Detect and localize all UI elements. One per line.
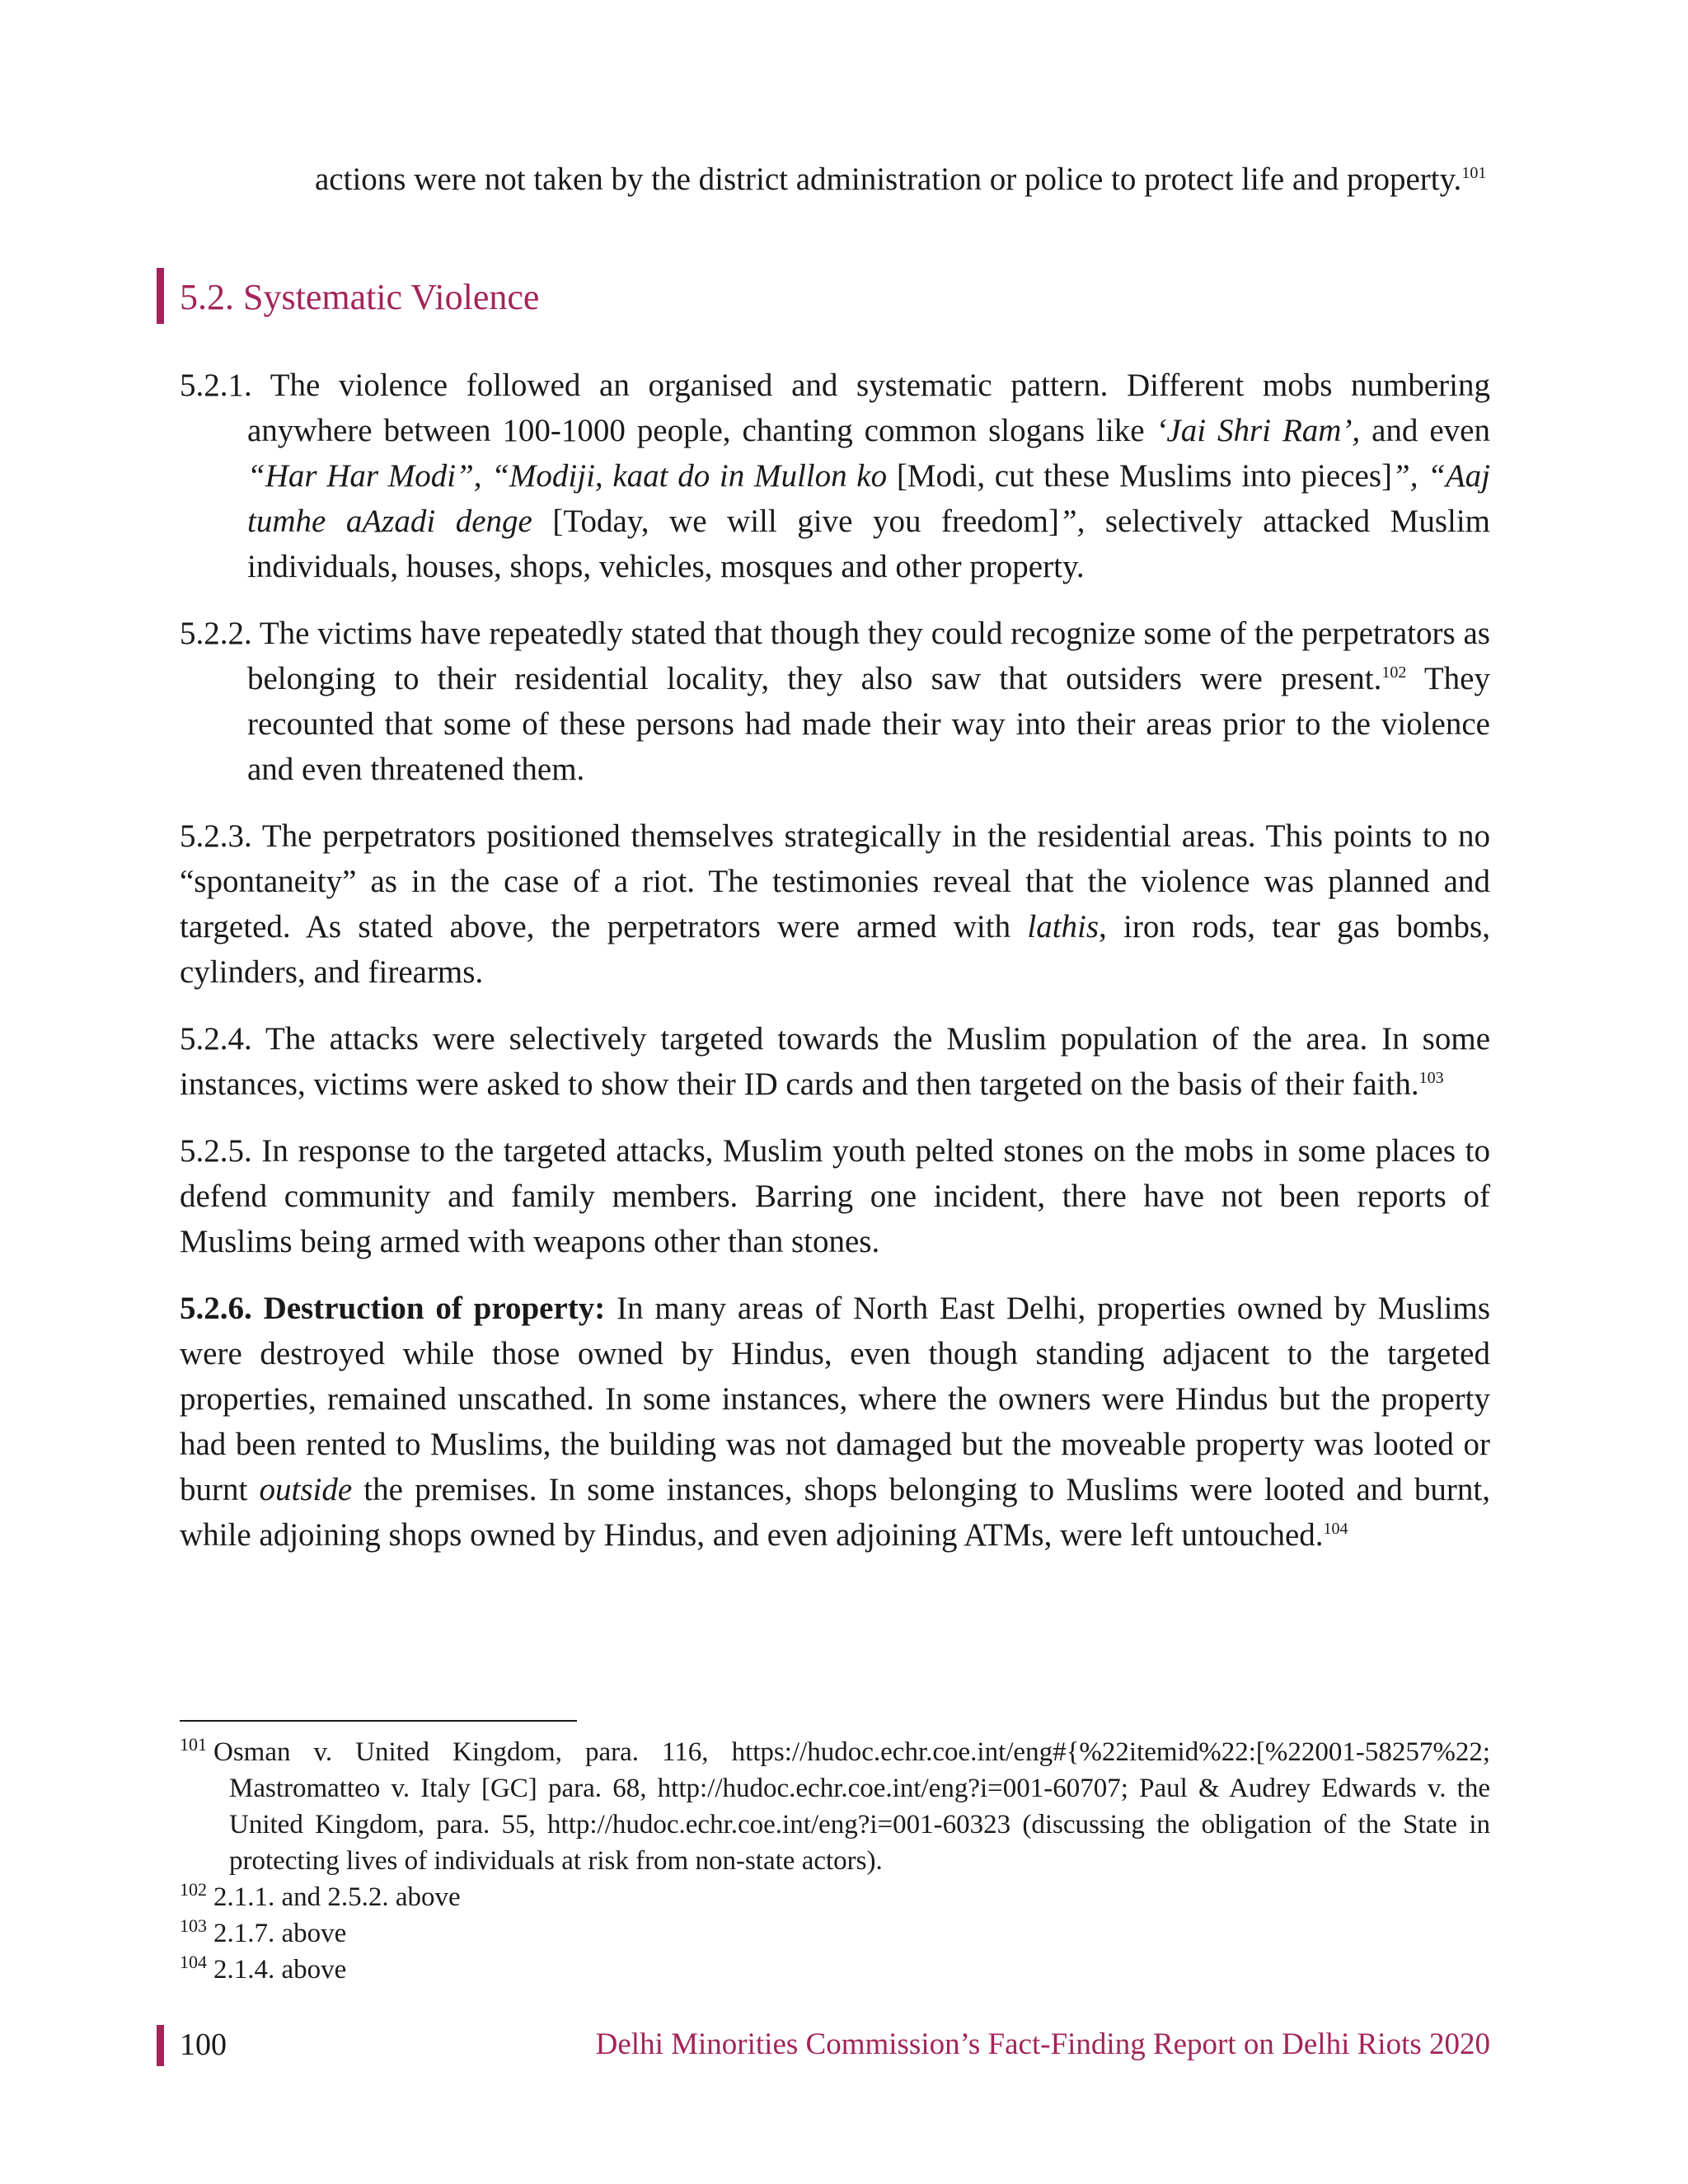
- footnote-text: 2.1.7. above: [213, 1919, 347, 1948]
- paragraph-5-2-5: [180, 1128, 1490, 1264]
- paragraph-text: In many areas of North East Delhi, properties owned by Muslims were destroyed while those owned by Hindus, even though standing adjacent to the targeted properties, remained unscathed. In some instances, where the owners were Hindus but the property had been rented to Muslims, the building was not damaged but the moveable property was looted or burnt: [180, 1291, 1490, 1507]
- footnote-ref-104[interactable]: 104: [1323, 1520, 1348, 1538]
- section-body: [180, 363, 1490, 1579]
- footnote-103: [180, 1915, 1490, 1952]
- slogan-text: ”,: [1058, 504, 1085, 539]
- footnote-text: 2.1.4. above: [213, 1955, 347, 1985]
- footnote-ref-101[interactable]: 101: [1461, 164, 1487, 182]
- paragraph-text: The victims have repeatedly stated that though they could recognize some of the perpetrators as belonging to their residential locality, they also saw that outsiders were present.: [247, 616, 1490, 696]
- paragraph-text: 5.2.5. In response to the targeted attacks, Muslim youth pelted stones on the mobs in some places to defend community and family members. Barring one incident, there have not been reports of Muslims being armed with weapons other than stones.: [180, 1133, 1490, 1259]
- paragraph-text: selectively attacked Muslim individuals, houses, shops, vehicles, mosques and other property.: [247, 504, 1491, 584]
- paragraph-text: , iron rods, tear gas bombs, cylinders, and firearms.: [180, 909, 1490, 990]
- intro-paragraph: [180, 157, 1558, 223]
- paragraph-text: 5.2.4. The attacks were selectively targeted towards the Muslim population of the area. In some instances, victims were asked to show their ID cards and then targeted on the basis of their faith.: [180, 1021, 1490, 1102]
- emphasis-text: outside: [259, 1472, 353, 1507]
- paragraph-text: They recounted that some of these persons had made their way into their areas prior to the violence and even threatened them.: [247, 661, 1490, 787]
- paragraph-text: the premises. In some instances, shops belonging to Muslims were looted and burnt, while adjoining shops owned by Hindus, and even adjoining ATMs, were left untouched.: [180, 1472, 1491, 1553]
- emphasis-text: lathis: [1027, 909, 1100, 944]
- paragraph-text: [Modi, cut these Muslims into pieces]: [887, 458, 1392, 494]
- paragraph-5-2-3: [180, 813, 1490, 995]
- section-title: 5.2. Systematic Violence: [180, 277, 540, 317]
- page-number: 100: [180, 2027, 227, 2062]
- footnote-number: 104: [180, 1952, 207, 1972]
- footnote-text: Osman v. United Kingdom, para. 116, https://hudoc.echr.coe.int/eng#{%22itemid%22:[%22001-58257%22; Mastromatteo v. Italy [GC] para. 68, http://hudoc.echr.coe.int/eng?i=001-60707; Paul & Audrey Edwards v. the United Kingdom, para. 55, http://hudoc.echr.coe.int/eng?i=001-60323 (discussing the obligation of the State in protecting lives of individuals at risk from non-state actors).: [213, 1737, 1490, 1876]
- footnote-101: [180, 1734, 1490, 1879]
- paragraph-5-2-6: [180, 1286, 1490, 1558]
- paragraph-text: [Today, we will give you freedom]: [532, 504, 1059, 539]
- slogan-text: ”, “Aaj tumhe aAzadi denge: [247, 458, 1490, 539]
- footnote-number: 101: [180, 1734, 207, 1755]
- footnote-ref-103[interactable]: 103: [1418, 1069, 1444, 1087]
- slogan-text: “Har Har Modi”, “Modiji, kaat do in Mullon ko: [247, 458, 888, 494]
- paragraph-5-2-4: [180, 1016, 1490, 1107]
- footnote-number: 103: [180, 1915, 207, 1936]
- paragraph-text: and even: [1360, 413, 1490, 448]
- running-title: Delhi Minorities Commission’s Fact-Finding Report on Delhi Riots 2020: [595, 2027, 1490, 2061]
- paragraph-number: 5.2.1.: [180, 368, 252, 403]
- paragraph-5-2-2: [180, 611, 1490, 792]
- paragraph-text: 5.2.3. The perpetrators positioned themselves strategically in the residential areas. This points to no “spontaneity” as in the case of a riot. The testimonies reveal that the violence was planned and targeted. As stated above, the perpetrators were armed with: [180, 818, 1490, 944]
- footer-accent-bar: [157, 2025, 164, 2066]
- slogan-text: ‘Jai Shri Ram’,: [1156, 413, 1361, 448]
- footnote-104: [180, 1952, 1490, 1988]
- heading-accent-bar: [157, 268, 164, 324]
- paragraph-text: The violence followed an organised and systematic pattern. Different mobs numbering anywhere between 100-1000 people, chanting common slogans like: [247, 368, 1490, 448]
- paragraph-lead: 5.2.6. Destruction of property:: [180, 1291, 606, 1326]
- footnote-number: 102: [180, 1879, 207, 1900]
- footnote-102: [180, 1879, 1490, 1915]
- footnote-divider: [180, 1720, 577, 1722]
- paragraph-5-2-1: [180, 363, 1490, 589]
- footnote-ref-102[interactable]: 102: [1381, 663, 1407, 682]
- intro-text: actions were not taken by the district administration or police to protect life and property.: [315, 162, 1462, 197]
- footnotes: [180, 1734, 1490, 1988]
- footnote-text: 2.1.1. and 2.5.2. above: [213, 1882, 461, 1912]
- paragraph-number: 5.2.2.: [180, 616, 252, 651]
